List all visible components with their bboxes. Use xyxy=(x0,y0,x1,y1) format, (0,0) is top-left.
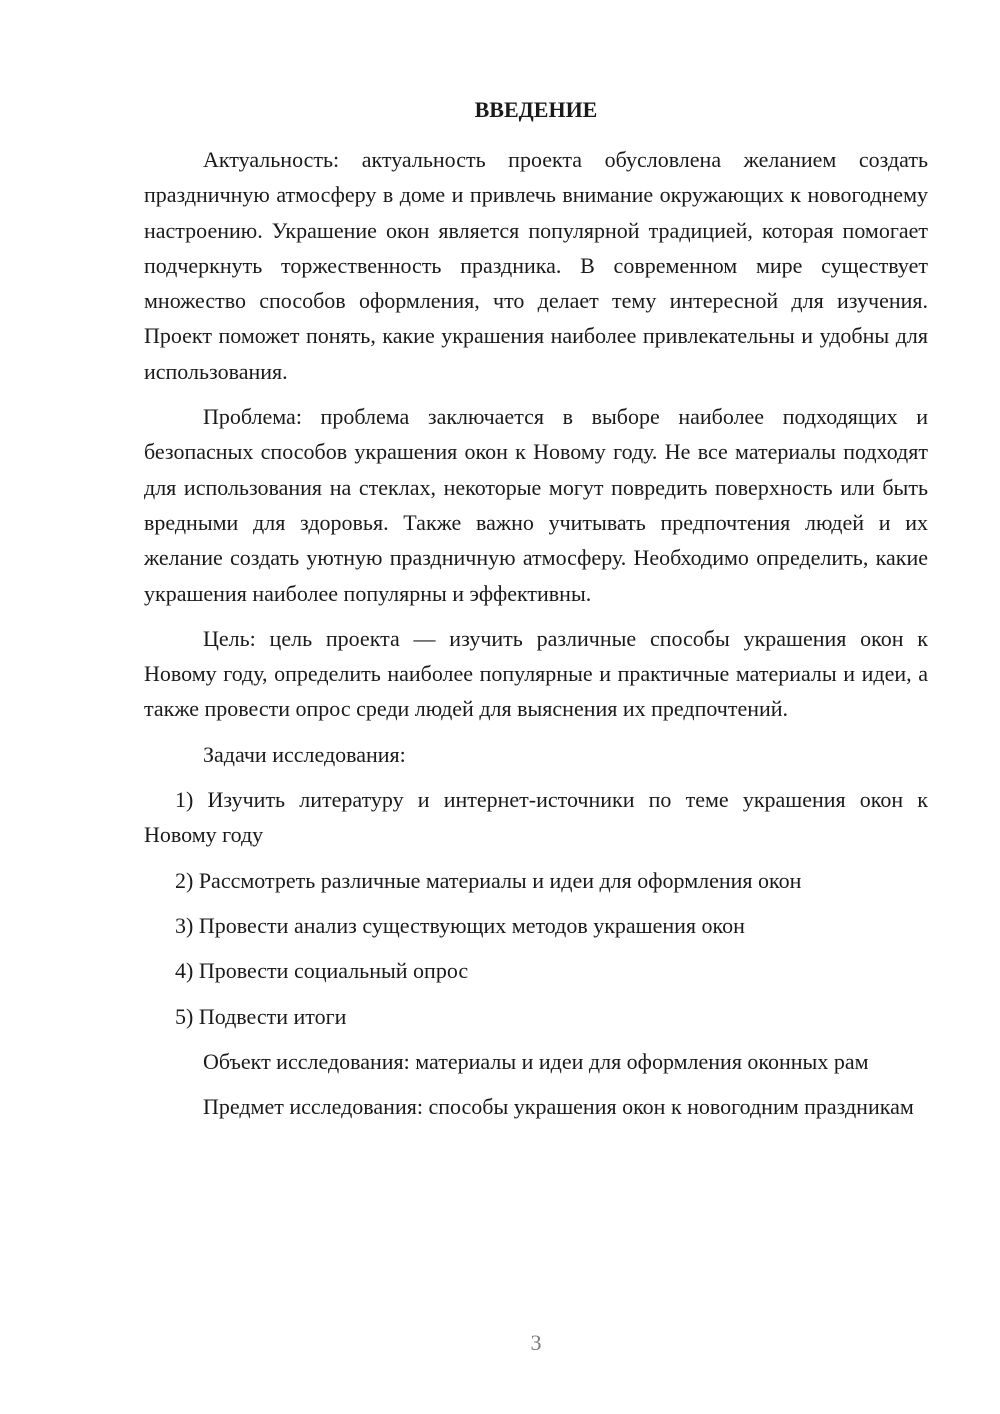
task-item: 3) Провести анализ существующих методов украшения окон xyxy=(175,912,745,938)
task-item: 5) Подвести итоги xyxy=(175,1003,347,1029)
subject-paragraph: Предмет исследования: способы украшения окон к новогодним праздникам xyxy=(203,1094,914,1120)
document-page xyxy=(144,90,928,1134)
page-number: 3 xyxy=(530,1330,542,1355)
relevance-paragraph: Актуальность: актуальность проекта обусловлена желанием создать праздничную атмосферу в доме и привлечь внимание окружающих к новогоднему настроению. Украшение окон является популярной традицией, которая помогает подчеркнуть торжественность праздника. В современном мире существует множество способов оформления, что делает тему интересной для изучения. Проект поможет понять, какие украшения наиболее привлекательны и удобны для использования. xyxy=(144,147,928,384)
problem-paragraph: Проблема: проблема заключается в выборе наиболее подходящих и безопасных способов украшения окон к Новому году. Не все материалы подходят для использования на стеклах, некоторые могут повредить поверхность или быть вредными для здоровья. Также важно учитывать предпочтения людей и их желание создать уютную праздничную атмосферу. Необходимо определить, какие украшения наиболее популярны и эффективны. xyxy=(144,404,928,606)
tasks-title: Задачи исследования: xyxy=(203,741,406,767)
task-item: 2) Рассмотреть различные материалы и идеи для оформления окон xyxy=(175,867,802,893)
task-item: 4) Провести социальный опрос xyxy=(175,958,469,984)
object-paragraph: Объект исследования: материалы и идеи для оформления оконных рам xyxy=(203,1048,869,1074)
goal-paragraph: Цель: цель проекта — изучить различные способы украшения окон к Новому году, определить наиболее популярные и практичные материалы и идеи, а также провести опрос среди людей для выяснения их предпочтений. xyxy=(144,625,928,722)
task-item: 1) Изучить литературу и интернет-источники по теме украшения окон к Новому году xyxy=(144,787,928,848)
section-heading: ВВЕДЕНИЕ xyxy=(474,97,598,122)
